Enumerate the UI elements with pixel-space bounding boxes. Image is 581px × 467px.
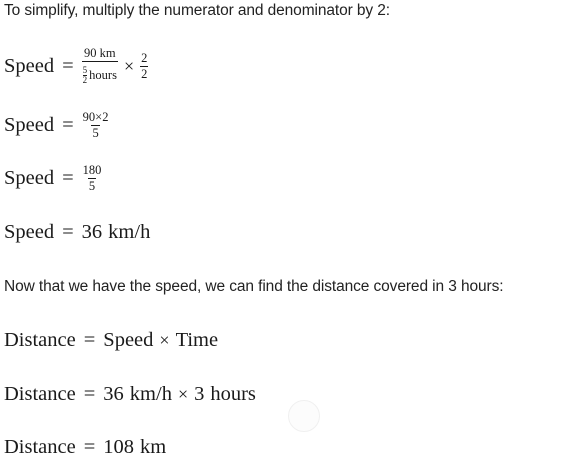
eq1-equals: = bbox=[62, 54, 74, 77]
eq5-lhs: Distance bbox=[4, 328, 76, 351]
eq6-unit2: hours bbox=[210, 382, 256, 405]
equation-distance-formula bbox=[4, 320, 218, 360]
eq4-unit: km/h bbox=[108, 220, 151, 243]
eq7-unit: km bbox=[140, 435, 167, 458]
eq6-equals: = bbox=[83, 382, 96, 405]
eq6-value2: 3 bbox=[194, 382, 205, 405]
eq1-lhs: Speed bbox=[4, 54, 55, 77]
eq2-fraction bbox=[82, 111, 110, 139]
eq3-lhs: Speed bbox=[4, 166, 55, 189]
eq5-times: × bbox=[159, 329, 170, 350]
eq1-sub-fraction bbox=[83, 66, 88, 85]
eq1-denominator bbox=[82, 61, 118, 85]
eq7-equals: = bbox=[83, 435, 96, 458]
eq7-value: 108 bbox=[103, 435, 135, 458]
eq4-value: 36 bbox=[81, 220, 103, 243]
eq1-times: × bbox=[123, 55, 135, 76]
eq3-equals: = bbox=[62, 166, 74, 189]
eq1-multiplier bbox=[140, 52, 148, 80]
eq3-denominator: 5 bbox=[88, 178, 96, 193]
eq5-equals: = bbox=[83, 328, 96, 351]
eq4-lhs: Speed bbox=[4, 220, 55, 243]
equation-speed-result bbox=[4, 212, 150, 252]
eq5-speed: Speed bbox=[103, 328, 154, 351]
eq6-value: 36 bbox=[103, 382, 124, 405]
eq3-numerator: 180 bbox=[82, 163, 102, 177]
eq5-time: Time bbox=[175, 328, 219, 351]
eq1-sub-numerator: 5 bbox=[82, 64, 88, 75]
ghost-circle-artifact bbox=[288, 400, 320, 432]
equation-distance-result bbox=[4, 427, 166, 467]
eq6-times: × bbox=[177, 383, 189, 404]
equation-speed-product bbox=[4, 105, 109, 145]
eq1-multiplier-den: 2 bbox=[141, 66, 148, 81]
equation-distance-substituted bbox=[4, 374, 256, 414]
eq1-fraction bbox=[82, 47, 118, 85]
eq6-lhs: Distance bbox=[4, 382, 76, 405]
equation-speed-fraction bbox=[4, 46, 148, 86]
eq2-equals: = bbox=[62, 113, 74, 136]
eq1-numerator: 90 km bbox=[84, 46, 116, 61]
eq1-multiplier-num: 2 bbox=[141, 51, 148, 65]
equation-speed-simplified bbox=[4, 158, 102, 198]
eq2-numerator: 90×2 bbox=[82, 110, 109, 124]
eq3-fraction bbox=[82, 164, 103, 192]
transition-text: Now that we have the speed, we can find the distance covered in 3 hours: bbox=[4, 278, 504, 295]
eq1-den-unit: hours bbox=[89, 68, 117, 82]
eq6-unit: km/h bbox=[129, 382, 172, 405]
eq1-sub-denominator: 2 bbox=[82, 74, 88, 85]
eq4-equals: = bbox=[62, 220, 74, 243]
eq7-lhs: Distance bbox=[4, 435, 76, 458]
intro-text: To simplify, multiply the numerator and denominator by 2: bbox=[4, 2, 391, 19]
eq2-lhs: Speed bbox=[4, 113, 55, 136]
eq2-denominator: 5 bbox=[92, 125, 99, 140]
